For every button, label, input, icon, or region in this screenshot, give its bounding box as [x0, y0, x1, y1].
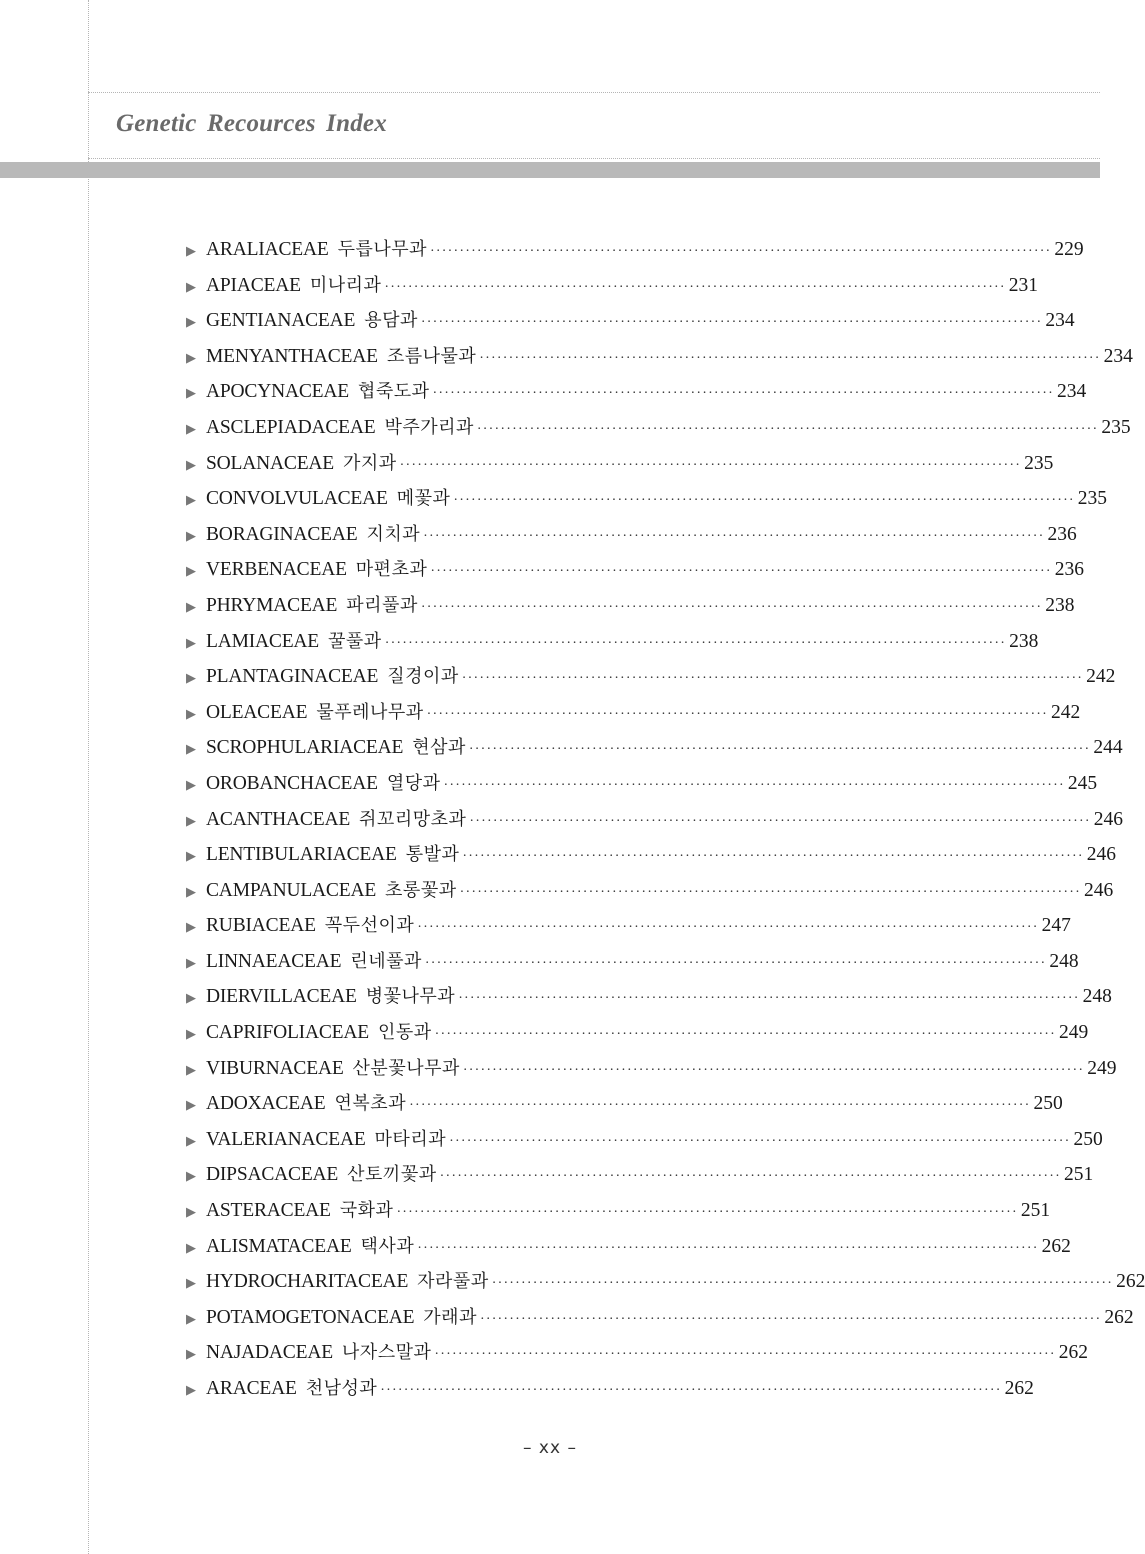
toc-entry — [186, 481, 1108, 517]
left-margin-rule — [88, 0, 89, 1554]
page-number: 246 — [1084, 879, 1114, 901]
page-number: 234 — [1056, 381, 1087, 403]
family-latin-name: APOCYNACEAE — [206, 381, 349, 403]
dot-leader: ·········································································································· — [384, 635, 1007, 651]
page-number: 238 — [1009, 630, 1039, 652]
family-latin-name: LAMIACEAE — [206, 630, 320, 652]
toc-entry — [186, 1157, 1094, 1193]
dot-leader: ·········································································································· — [430, 564, 1052, 580]
page-number: 236 — [1047, 523, 1077, 545]
page-number: 244 — [1093, 737, 1123, 759]
triangle-bullet-icon: ▶ — [186, 706, 196, 722]
dot-leader: ·········································································································· — [491, 1276, 1114, 1292]
dot-leader: ·········································································································· — [453, 493, 1075, 509]
dot-leader: ·········································································································· — [384, 279, 1006, 295]
family-latin-name: CAMPANULACEAE — [206, 879, 377, 901]
family-latin-name: PHRYMACEAE — [206, 594, 338, 616]
toc-entry — [186, 588, 1075, 624]
family-latin-name: CONVOLVULACEAE — [206, 488, 388, 510]
dot-leader: ·········································································································· — [417, 920, 1039, 936]
family-korean-name: 협죽도과 — [357, 381, 430, 403]
triangle-bullet-icon: ▶ — [186, 1311, 196, 1327]
triangle-bullet-icon: ▶ — [186, 493, 196, 509]
family-latin-name: VALERIANACEAE — [206, 1128, 366, 1150]
triangle-bullet-icon: ▶ — [186, 1098, 196, 1114]
dot-leader: ·········································································································· — [434, 1347, 1056, 1363]
family-korean-name: 미나리과 — [309, 274, 382, 296]
triangle-bullet-icon: ▶ — [186, 1347, 196, 1363]
family-korean-name: 연복초과 — [334, 1093, 407, 1115]
dot-leader: ·········································································································· — [459, 884, 1081, 900]
family-korean-name: 천남성과 — [305, 1378, 378, 1399]
family-latin-name: LENTIBULARIACEAE — [206, 844, 397, 866]
family-korean-name: 자라풀과 — [417, 1271, 489, 1293]
dot-leader: ·········································································································· — [430, 244, 1052, 259]
toc-entry — [186, 1335, 1089, 1371]
family-latin-name: ACANTHACEAE — [206, 808, 351, 830]
family-korean-name: 산토끼꽃과 — [347, 1164, 437, 1186]
family-korean-name: 산분꽃나무과 — [352, 1057, 460, 1079]
page-number: 246 — [1086, 844, 1116, 866]
toc-entry — [186, 1122, 1103, 1158]
page-number: 235 — [1077, 488, 1108, 510]
family-korean-name: 인동과 — [377, 1022, 432, 1044]
dot-leader: ·········································································································· — [380, 1383, 1002, 1398]
toc-entry — [186, 410, 1131, 446]
page-number: 229 — [1054, 239, 1084, 260]
triangle-bullet-icon: ▶ — [186, 742, 196, 758]
triangle-bullet-icon: ▶ — [186, 1027, 196, 1043]
triangle-bullet-icon: ▶ — [186, 528, 196, 544]
family-korean-name: 꿀풀과 — [328, 630, 382, 652]
triangle-bullet-icon: ▶ — [186, 564, 196, 580]
toc-entry — [186, 944, 1079, 980]
family-korean-name: 마타리과 — [374, 1128, 447, 1150]
toc-entry — [186, 1015, 1089, 1051]
dot-leader: ·········································································································· — [469, 813, 1091, 829]
triangle-bullet-icon: ▶ — [186, 386, 196, 402]
family-latin-name: LINNAEACEAE — [206, 950, 342, 972]
dot-leader: ·········································································································· — [432, 386, 1054, 402]
toc-entry — [186, 1193, 1051, 1229]
dot-leader: ·········································································································· — [423, 528, 1045, 544]
family-latin-name: VIBURNACEAE — [206, 1057, 344, 1079]
family-latin-name: POTAMOGETONACEAE — [206, 1306, 415, 1328]
dot-leader: ·········································································································· — [479, 350, 1101, 366]
triangle-bullet-icon: ▶ — [186, 1169, 196, 1185]
toc-entry — [186, 979, 1112, 1015]
family-latin-name: DIPSACACEAE — [206, 1164, 339, 1186]
page-number: 238 — [1045, 594, 1075, 616]
triangle-bullet-icon: ▶ — [186, 1383, 196, 1398]
page-number: 250 — [1033, 1093, 1063, 1115]
top-margin-rule — [88, 92, 1100, 93]
family-korean-name: 린네풀과 — [350, 950, 422, 972]
toc-entry — [186, 268, 1039, 304]
page-number: 245 — [1067, 772, 1098, 794]
family-korean-name: 초롱꽃과 — [385, 879, 457, 901]
family-latin-name: APIACEAE — [206, 274, 301, 296]
family-korean-name: 용담과 — [364, 310, 418, 332]
page-number: 234 — [1045, 310, 1075, 332]
triangle-bullet-icon: ▶ — [186, 421, 196, 437]
page-number: 248 — [1082, 986, 1112, 1008]
family-latin-name: VERBENACEAE — [206, 559, 347, 581]
family-latin-name: OLEACEAE — [206, 701, 308, 723]
page-number: 250 — [1073, 1128, 1103, 1150]
dot-leader: ·········································································································· — [426, 706, 1049, 722]
family-latin-name: ARALIACEAE — [206, 239, 329, 260]
family-korean-name: 가지과 — [343, 452, 397, 474]
family-korean-name: 가래과 — [423, 1306, 477, 1328]
family-latin-name: GENTIANACEAE — [206, 310, 356, 332]
dot-leader: ·········································································································· — [479, 1311, 1102, 1327]
dot-leader: ·········································································································· — [434, 1027, 1057, 1043]
family-latin-name: CAPRIFOLIACEAE — [206, 1022, 369, 1044]
toc-entry — [186, 303, 1075, 339]
toc-entry — [186, 873, 1114, 909]
triangle-bullet-icon: ▶ — [186, 599, 196, 615]
header-gray-bar — [0, 162, 1100, 178]
page-number: 247 — [1041, 915, 1071, 937]
page-number: 236 — [1054, 559, 1084, 581]
page-number: 246 — [1093, 808, 1124, 830]
triangle-bullet-icon: ▶ — [186, 849, 196, 865]
toc-entry — [186, 1300, 1134, 1336]
dot-leader: ·········································································································· — [449, 1133, 1071, 1149]
family-korean-name: 질경이과 — [387, 666, 459, 688]
toc-entry — [186, 374, 1087, 410]
dot-leader: ·········································································································· — [424, 955, 1047, 971]
family-korean-name: 쥐꼬리망초과 — [359, 808, 467, 830]
family-korean-name: 열당과 — [386, 772, 441, 794]
triangle-bullet-icon: ▶ — [186, 315, 196, 331]
toc-entry — [186, 766, 1098, 802]
toc-entry — [186, 1086, 1063, 1122]
page-number: 262 — [1041, 1235, 1071, 1257]
family-latin-name: MENYANTHACEAE — [206, 345, 378, 367]
family-latin-name: ALISMATACEAE — [206, 1235, 352, 1257]
family-korean-name: 두릅나무과 — [337, 239, 428, 260]
family-korean-name: 파리풀과 — [346, 594, 418, 616]
dot-leader: ·········································································································· — [458, 991, 1080, 1007]
triangle-bullet-icon: ▶ — [186, 1205, 196, 1221]
toc-entry — [186, 339, 1133, 375]
family-korean-name: 메꽃과 — [396, 488, 451, 510]
page-number: 248 — [1049, 950, 1079, 972]
family-latin-name: NAJADACEAE — [206, 1342, 333, 1364]
toc-entry — [186, 659, 1116, 695]
toc-entry — [186, 802, 1124, 838]
family-latin-name: HYDROCHARITACEAE — [206, 1271, 409, 1293]
dot-leader: ·········································································································· — [443, 777, 1065, 793]
family-korean-name: 택사과 — [360, 1235, 415, 1257]
page-number: 242 — [1051, 701, 1081, 723]
family-latin-name: SCROPHULARIACEAE — [206, 737, 404, 759]
page-number: 231 — [1008, 274, 1039, 296]
toc-entry — [186, 695, 1081, 731]
dot-leader: ·········································································································· — [417, 1240, 1039, 1256]
dot-leader: ·········································································································· — [420, 599, 1043, 615]
triangle-bullet-icon: ▶ — [186, 350, 196, 366]
page-number: 262 — [1004, 1378, 1034, 1399]
triangle-bullet-icon: ▶ — [186, 635, 196, 651]
dot-leader: ·········································································································· — [409, 1098, 1031, 1114]
family-korean-name: 국화과 — [339, 1200, 394, 1222]
triangle-bullet-icon: ▶ — [186, 920, 196, 936]
dot-leader: ·········································································································· — [468, 742, 1091, 758]
toc-entry — [186, 1051, 1117, 1087]
family-korean-name: 병꽃나무과 — [365, 986, 456, 1008]
dot-leader: ·········································································································· — [420, 315, 1043, 331]
family-korean-name: 현삼과 — [412, 737, 466, 759]
dot-leader: ·········································································································· — [462, 1062, 1085, 1078]
toc-entry — [186, 1229, 1071, 1265]
dot-leader: ·········································································································· — [462, 849, 1084, 865]
family-latin-name: PLANTAGINACEAE — [206, 666, 379, 688]
toc-entry — [186, 837, 1116, 873]
toc-entry — [186, 1264, 1145, 1300]
triangle-bullet-icon: ▶ — [186, 457, 196, 473]
triangle-bullet-icon: ▶ — [186, 813, 196, 829]
toc-entry — [186, 1371, 1034, 1407]
page-number: 262 — [1104, 1306, 1134, 1328]
family-latin-name: ARACEAE — [206, 1378, 297, 1399]
running-header-title: Genetic Recources Index — [116, 110, 387, 137]
triangle-bullet-icon: ▶ — [186, 884, 196, 900]
page-number: 249 — [1059, 1022, 1089, 1044]
page-number: 262 — [1058, 1342, 1089, 1364]
page-folio: – xx – — [523, 1438, 577, 1458]
toc-entry — [186, 908, 1071, 944]
family-latin-name: ASCLEPIADACEAE — [206, 416, 376, 438]
page-number: 235 — [1101, 416, 1131, 438]
triangle-bullet-icon: ▶ — [186, 991, 196, 1007]
dot-leader: ·········································································································· — [399, 457, 1022, 473]
triangle-bullet-icon: ▶ — [186, 244, 196, 259]
family-korean-name: 꼭두선이과 — [324, 915, 415, 937]
triangle-bullet-icon: ▶ — [186, 279, 196, 295]
page-number: 242 — [1086, 666, 1116, 688]
table-of-contents — [186, 232, 1145, 1407]
page-number: 262 — [1116, 1271, 1145, 1293]
family-latin-name: BORAGINACEAE — [206, 523, 358, 545]
page-number: 235 — [1024, 452, 1054, 474]
family-latin-name: RUBIACEAE — [206, 915, 316, 937]
family-latin-name: SOLANACEAE — [206, 452, 334, 474]
page-number: 249 — [1087, 1057, 1117, 1079]
dot-leader: ·········································································································· — [396, 1205, 1018, 1221]
family-korean-name: 지치과 — [366, 523, 421, 545]
family-korean-name: 나자스말과 — [341, 1342, 432, 1364]
toc-entry — [186, 624, 1039, 660]
family-latin-name: OROBANCHACEAE — [206, 772, 378, 794]
dot-leader: ·········································································································· — [476, 421, 1099, 437]
toc-entry — [186, 730, 1123, 766]
triangle-bullet-icon: ▶ — [186, 1276, 196, 1292]
family-latin-name: DIERVILLACEAE — [206, 986, 357, 1008]
triangle-bullet-icon: ▶ — [186, 955, 196, 971]
family-korean-name: 조름나물과 — [386, 345, 477, 367]
triangle-bullet-icon: ▶ — [186, 777, 196, 793]
toc-entry — [186, 232, 1084, 268]
page-number: 234 — [1103, 345, 1133, 367]
triangle-bullet-icon: ▶ — [186, 1240, 196, 1256]
header-dotted-rule — [88, 158, 1100, 159]
family-korean-name: 통발과 — [405, 844, 460, 866]
triangle-bullet-icon: ▶ — [186, 671, 196, 687]
toc-entry — [186, 517, 1077, 553]
family-latin-name: ASTERACEAE — [206, 1200, 331, 1222]
family-korean-name: 마편초과 — [355, 559, 428, 581]
toc-entry — [186, 446, 1054, 482]
family-korean-name: 물푸레나무과 — [316, 701, 424, 723]
page-number: 251 — [1020, 1200, 1051, 1222]
dot-leader: ·········································································································· — [439, 1169, 1061, 1185]
family-korean-name: 박주가리과 — [384, 416, 474, 438]
family-latin-name: ADOXACEAE — [206, 1093, 326, 1115]
dot-leader: ·········································································································· — [461, 671, 1084, 687]
page-number: 251 — [1064, 1164, 1094, 1186]
triangle-bullet-icon: ▶ — [186, 1062, 196, 1078]
triangle-bullet-icon: ▶ — [186, 1133, 196, 1149]
toc-entry — [186, 552, 1084, 588]
